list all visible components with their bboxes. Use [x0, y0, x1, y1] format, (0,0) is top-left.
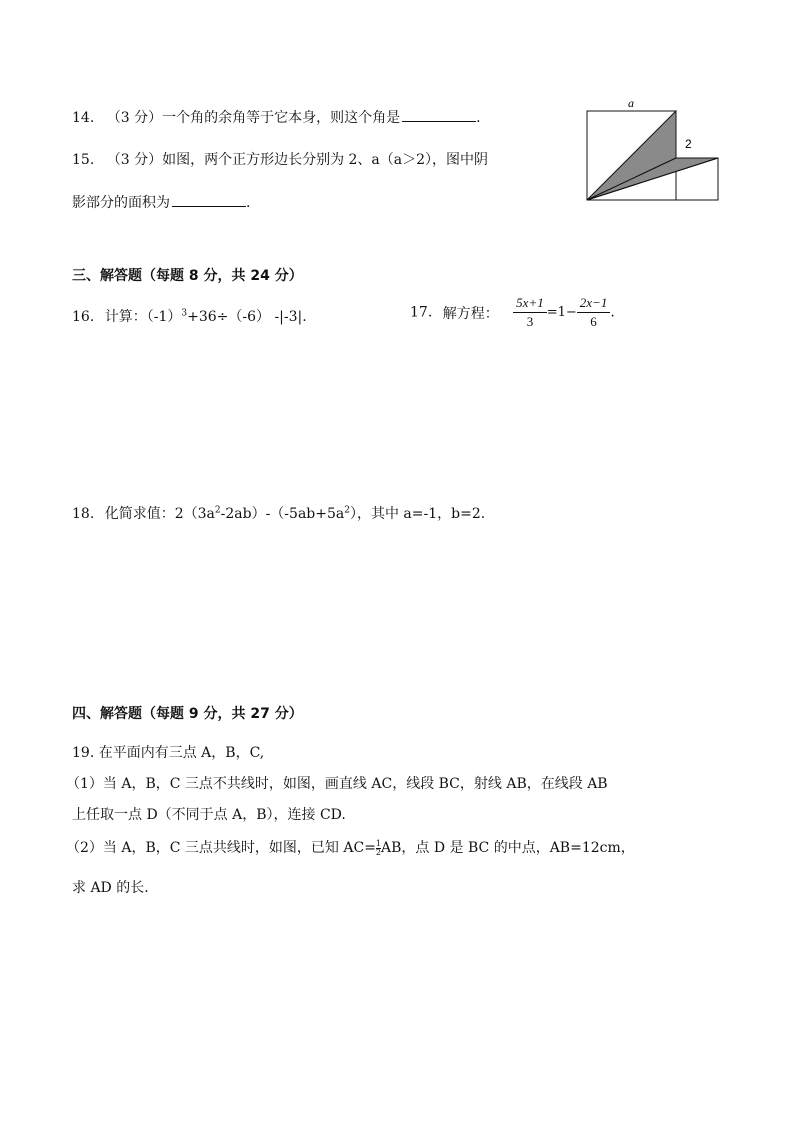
question-14-tail: .	[476, 110, 481, 126]
shaded-triangle-left	[587, 111, 676, 200]
question-19-fraction-denominator: 2	[375, 847, 382, 857]
question-18-text-b: -2ab）-（-5ab+5a	[220, 506, 345, 522]
question-16	[72, 306, 307, 326]
question-17-fraction-1	[513, 294, 547, 331]
question-18-text-c: ），其中 a=-1，b=2.	[349, 506, 486, 522]
question-17-fraction-2-numerator: 2x−1	[577, 294, 611, 313]
figure-label-2: 2	[685, 137, 692, 151]
question-15-text: 如图，两个正方形边长分别为 2、a（a＞2），图中阴	[162, 152, 489, 168]
question-16-text-prefix: 计算：（-1）	[104, 309, 182, 325]
question-17-number: 17.	[410, 304, 433, 321]
question-16-number: 16.	[72, 309, 95, 325]
question-14-answer-blank[interactable]	[402, 109, 476, 122]
question-15-answer-blank[interactable]	[172, 194, 246, 207]
question-17-fraction-2	[577, 294, 611, 331]
question-18	[72, 503, 485, 523]
question-19-line-4-b: AB，点 D 是 BC 的中点，AB=12cm，	[381, 840, 635, 856]
question-19-line-5: 求 AD 的长.	[72, 880, 149, 896]
question-17-fraction-2-denominator: 6	[590, 314, 597, 329]
question-18-number: 18.	[72, 506, 95, 522]
question-15-line-1	[72, 149, 488, 169]
question-18-text-a: 化简求值：2（3a	[104, 506, 215, 522]
question-18-sup-2: 2	[344, 505, 350, 516]
question-19-line-4	[66, 837, 635, 857]
question-14-text: 一个角的余角等于它本身，则这个角是	[162, 110, 401, 126]
question-18-sup-1: 2	[214, 505, 221, 516]
question-15-tail: .	[246, 195, 251, 211]
question-19-line-2: （1）当 A，B，C 三点不共线时，如图，画直线 AC，线段 BC，射线 AB，在线段 AB	[66, 776, 608, 792]
question-14-number: 14.	[72, 110, 95, 126]
question-14-score: （3 分）	[106, 110, 163, 126]
question-16-exponent: 3	[181, 308, 188, 319]
question-17	[410, 294, 615, 331]
question-19-line-4-a: （2）当 A，B，C 三点共线时，如图，已知 AC=	[66, 840, 376, 856]
squares-figure	[584, 96, 724, 206]
question-15-text-2: 影部分的面积为	[72, 195, 170, 211]
question-17-middle: =1−	[546, 305, 577, 320]
question-16-text-suffix: +36÷（-6） -|-3|.	[187, 309, 307, 325]
question-15-line-2	[72, 192, 250, 212]
section-3-heading: 三、解答题（每题 8 分，共 24 分）	[72, 268, 303, 284]
question-17-tail: .	[610, 304, 615, 321]
question-14	[72, 107, 481, 127]
figure-label-a: a	[628, 96, 634, 110]
question-15-score: （3 分）	[106, 152, 163, 168]
question-17-fraction-1-numerator: 5x+1	[513, 294, 547, 313]
section-4-heading: 四、解答题（每题 9 分，共 27 分）	[72, 706, 303, 722]
question-15-number: 15.	[72, 152, 95, 168]
question-17-fraction-1-denominator: 3	[526, 314, 534, 329]
question-19-line-1: 19. 在平面内有三点 A，B，C,	[72, 745, 265, 761]
question-19-line-3: 上任取一点 D（不同于点 A，B），连接 CD.	[72, 807, 346, 823]
question-17-label: 解方程：	[442, 305, 499, 322]
question-19-fraction-numerator: 1	[375, 838, 382, 848]
